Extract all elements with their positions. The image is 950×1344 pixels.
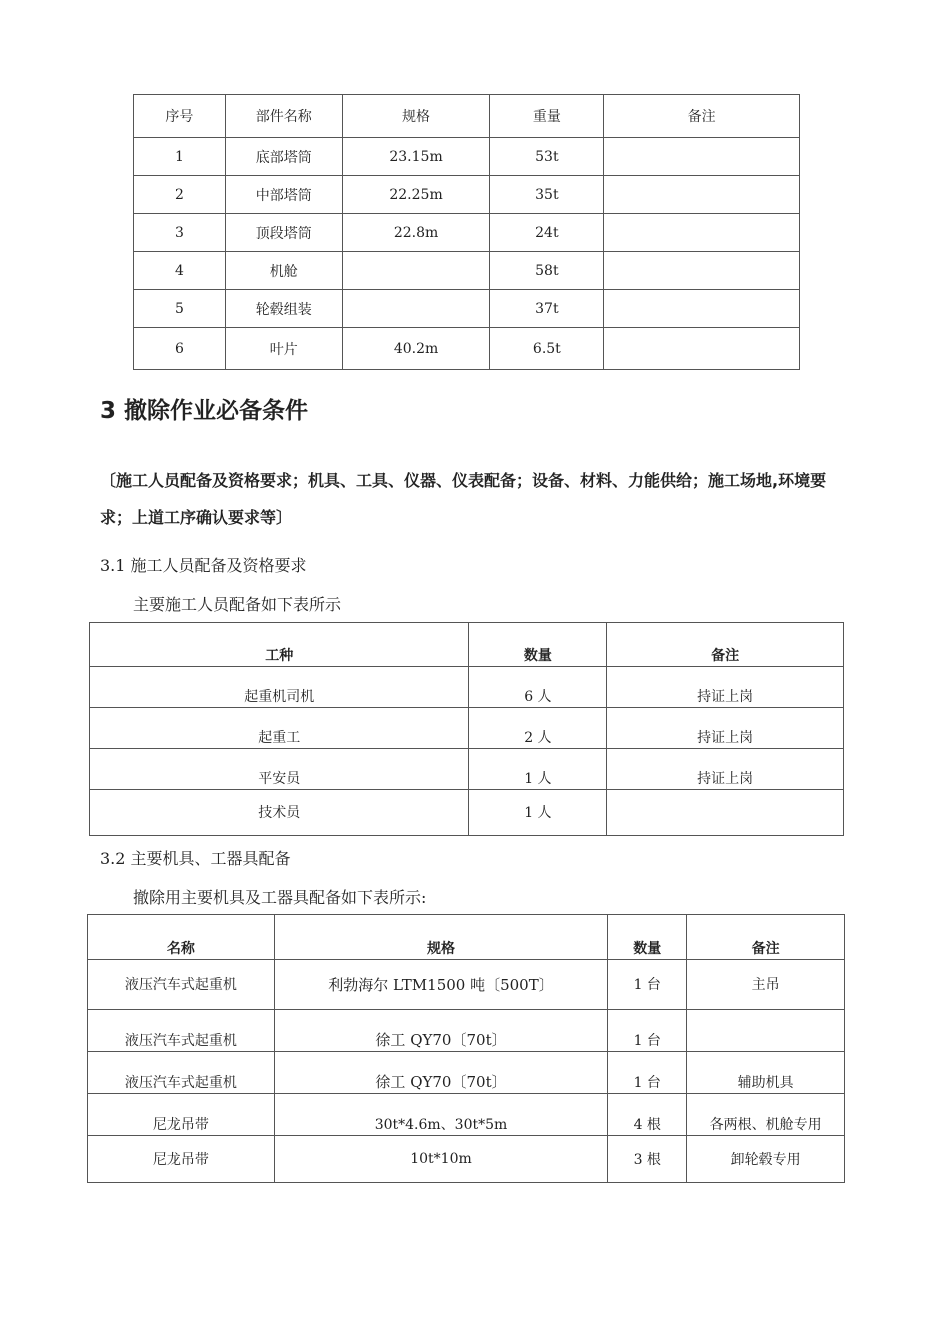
table-cell: 尼龙吊带 [88, 1094, 275, 1136]
table-cell: 3 根 [608, 1136, 687, 1183]
table-header-row [88, 915, 845, 960]
components-table [133, 94, 800, 370]
header-cell: 序号 [134, 95, 226, 138]
table-row [88, 1136, 845, 1183]
header-cell: 工种 [90, 623, 469, 667]
table-cell: 23.15m [342, 138, 490, 176]
table-cell [604, 214, 800, 252]
table-row [90, 790, 844, 836]
header-cell: 备注 [687, 915, 845, 960]
table-cell: 22.25m [342, 176, 490, 214]
table-cell: 徐工 QY70〔70t〕 [274, 1010, 608, 1052]
table-cell: 起重机司机 [90, 667, 469, 708]
table-cell: 持证上岗 [607, 749, 844, 790]
table-cell: 58t [490, 252, 604, 290]
table-cell: 1 [134, 138, 226, 176]
header-cell: 数量 [469, 623, 607, 667]
subsection-heading: 3.2 主要机具、工器具配备 [100, 849, 291, 868]
header-cell: 部件名称 [225, 95, 342, 138]
table-cell: 辅助机具 [687, 1052, 845, 1094]
table-row [90, 749, 844, 790]
header-cell: 数量 [608, 915, 687, 960]
table-cell: 底部塔筒 [225, 138, 342, 176]
equipment-table [87, 914, 845, 1183]
table-row [88, 1010, 845, 1052]
table-cell: 1 台 [608, 1052, 687, 1094]
table-row [88, 1052, 845, 1094]
table-row [134, 176, 800, 214]
table-cell: 3 [134, 214, 226, 252]
table-cell [604, 328, 800, 370]
table-cell [604, 176, 800, 214]
table-cell: 40.2m [342, 328, 490, 370]
table-cell: 轮毂组装 [225, 290, 342, 328]
paragraph: 撤除用主要机具及工器具配备如下表所示: [133, 888, 427, 907]
table-cell: 叶片 [225, 328, 342, 370]
section-heading: 3 撤除作业必备条件 [100, 398, 309, 424]
table-cell: 徐工 QY70〔70t〕 [274, 1052, 608, 1094]
table-cell [604, 138, 800, 176]
table-cell: 利勃海尔 LTM1500 吨〔500T〕 [274, 960, 608, 1010]
table-cell: 30t*4.6m、30t*5m [274, 1094, 608, 1136]
header-cell: 重量 [490, 95, 604, 138]
table-cell: 1 人 [469, 790, 607, 836]
table-cell: 35t [490, 176, 604, 214]
table-cell: 技术员 [90, 790, 469, 836]
table-cell: 2 [134, 176, 226, 214]
table-cell: 1 台 [608, 1010, 687, 1052]
table-cell: 液压汽车式起重机 [88, 1052, 275, 1094]
paragraph: 主要施工人员配备如下表所示 [133, 595, 342, 614]
header-cell: 备注 [607, 623, 844, 667]
table-cell: 平安员 [90, 749, 469, 790]
table-row [134, 290, 800, 328]
table-cell: 机舱 [225, 252, 342, 290]
table-cell: 各两根、机舱专用 [687, 1094, 845, 1136]
table-cell: 1 人 [469, 749, 607, 790]
personnel-table [89, 622, 844, 836]
table-cell: 4 根 [608, 1094, 687, 1136]
table-row [134, 252, 800, 290]
table-cell [607, 790, 844, 836]
table-row [134, 328, 800, 370]
table-cell: 37t [490, 290, 604, 328]
table-header-row [134, 95, 800, 138]
table-cell: 6 人 [469, 667, 607, 708]
header-cell: 规格 [274, 915, 608, 960]
table-cell: 22.8m [342, 214, 490, 252]
table-cell [604, 290, 800, 328]
table-cell: 6 [134, 328, 226, 370]
table-row [90, 708, 844, 749]
table-cell [604, 252, 800, 290]
header-cell: 名称 [88, 915, 275, 960]
table-header-row [90, 623, 844, 667]
table-cell: 6.5t [490, 328, 604, 370]
table-cell: 液压汽车式起重机 [88, 960, 275, 1010]
header-cell: 规格 [342, 95, 490, 138]
subsection-heading: 3.1 施工人员配备及资格要求 [100, 556, 307, 575]
table-cell: 1 台 [608, 960, 687, 1010]
table-cell: 起重工 [90, 708, 469, 749]
header-cell: 备注 [604, 95, 800, 138]
table-cell: 尼龙吊带 [88, 1136, 275, 1183]
table-cell: 液压汽车式起重机 [88, 1010, 275, 1052]
table-row [88, 1094, 845, 1136]
table-row [134, 138, 800, 176]
table-cell: 4 [134, 252, 226, 290]
table-cell: 53t [490, 138, 604, 176]
table-row [88, 960, 845, 1010]
table-cell: 5 [134, 290, 226, 328]
table-cell: 持证上岗 [607, 708, 844, 749]
table-cell: 卸轮毂专用 [687, 1136, 845, 1183]
table-cell: 中部塔筒 [225, 176, 342, 214]
table-cell [342, 290, 490, 328]
section-intro: 〔施工人员配备及资格要求；机具、工具、仪器、仪表配备；设备、材料、力能供给；施工场地,环境要求；上道工序确认要求等〕 [100, 471, 827, 527]
table-row [134, 214, 800, 252]
table-cell: 24t [490, 214, 604, 252]
table-cell: 2 人 [469, 708, 607, 749]
table-row [90, 667, 844, 708]
table-cell: 持证上岗 [607, 667, 844, 708]
table-cell: 10t*10m [274, 1136, 608, 1183]
table-cell: 顶段塔筒 [225, 214, 342, 252]
table-cell [342, 252, 490, 290]
table-cell: 主吊 [687, 960, 845, 1010]
table-cell [687, 1010, 845, 1052]
